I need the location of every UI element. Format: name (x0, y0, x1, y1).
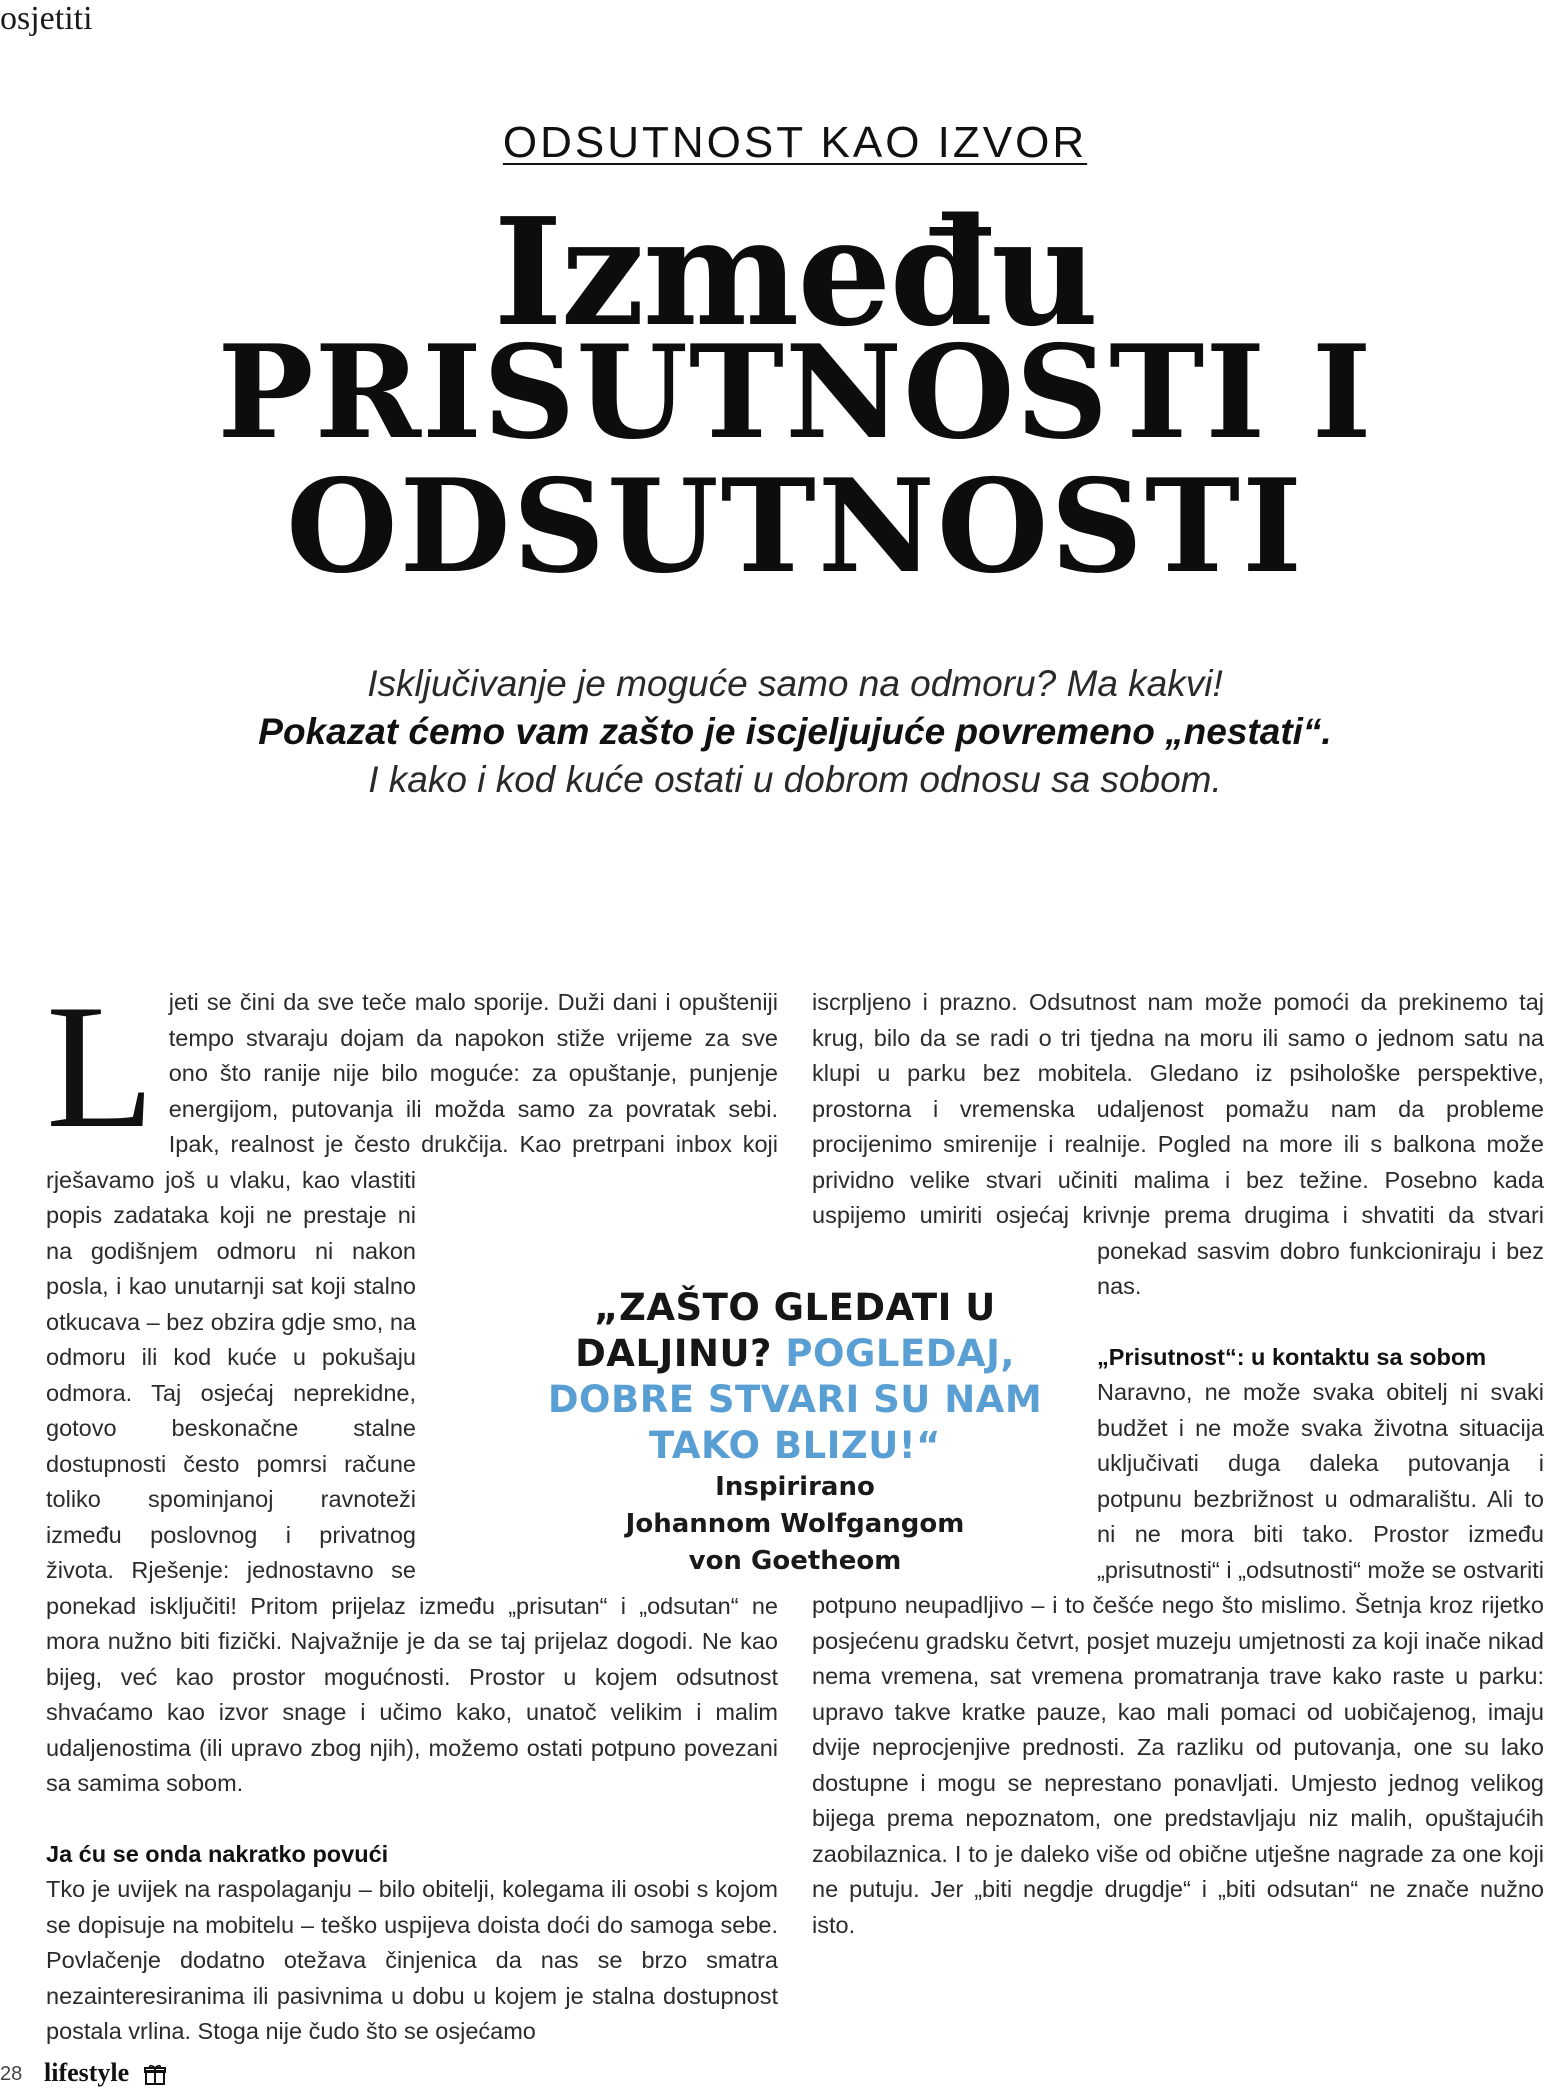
deck-line-3: I kako i kod kuće ostati u dobrom odnosu sa sobom. (368, 759, 1222, 800)
headline-line-3: ODSUTNOSTI (286, 452, 1304, 602)
body-paragraph-4: Naravno, ne može svaka obitelj ni svaki budžet i ne može svaka životna situacija uključivati duga daleka putovanja i potpunu bezbrižnost u odmaralištu. Ali to ni ne mora biti tako. Prostor između „prisutnosti“ i „odsutnosti“ može se ostvariti potpuno neupadljivo – i to češće nego što mislimo. Šetnja kroz rijetko posjećenu gradsku četvrt, posjet muzeju umjetnosti za koji inače nikad nema vremena, sat vremena promatranja trave kako raste u parku: upravo takve kratke pauze, kao mali pomaci od uobičajenog, imaju dvije neprocjenjive prednosti. Za razliku od putovanja, one su lako dostupne i mogu se neprestano ponavljati. Umjesto jednog velikog bijega prema nepoznatom, one predstavljaju niz malih, opuštajućih zaobilaznica. I to je daleko više od obične utješne nagrade za one koji ne putuju. Jer „biti negdje drugdje“ i „biti odsutan“ ne znače nužno isto. (812, 1379, 1544, 1938)
body-paragraph-1: jeti se čini da sve teče malo sporije. Duži dani i opušteniji tempo stvaraju dojam da napokon stiže vrijeme za sve ono što ranije nije bilo moguće: za opuštanje, punjenje energijom, putovanja ili možda samo za povratak sebi. Ipak, realnost je često drukčija. Kao pretrpani inbox koji rješavamo još u vlaku, kao vlastiti popis zadataka koji ne prestaje ni na godišnjem odmoru ni nakon posla, i kao unutarnji sat koji stalno otkucava – bez obzira gdje smo, na odmoru ili kod kuće u pokušaju odmora. Taj osjećaj neprekidne, gotovo beskonačne stalne dostupnosti često pomrsi račune toliko spominjanoj ravnoteži između poslovnog i privatnog života. Rješenje: jednostavno se ponekad isključiti! Pritom prijelaz između „prisutan“ i „odsutan“ ne mora nužno biti fizički. Najvažnije je da se taj prijelaz dogodi. Ne kao bijeg, već kao prostor mogućnosti. Prostor u kojem odsutnost shvaćamo kao izvor snage i učimo kako, unatoč velikim i malim udaljenostima (ili upravo zbog njih), možemo ostati potpuno povezani sa samima sobom. (46, 989, 778, 1796)
article-deck (0, 660, 1550, 804)
pull-quote-text-dark: „ZAŠTO GLEDATI U DALJINU? (575, 1286, 996, 1375)
pull-quote-attribution-3: von Goetheom (688, 1546, 902, 1576)
deck-line-2: Pokazat ćemo vam zašto je iscjeljujuće povremeno „nestati“. (258, 711, 1332, 752)
brand-logo: lifestyle (44, 2058, 130, 2087)
section-label: osjetiti (0, 0, 93, 37)
article-kicker: ODSUTNOST KAO IZVOR (502, 118, 1088, 167)
subheading-1: Ja ću se onda nakratko povući (46, 1840, 389, 1867)
pull-quote-attribution-2: Johannom Wolfgangom (625, 1509, 965, 1539)
deck-line-1: Isključivanje je moguće samo na odmoru? Ma kakvi! (367, 663, 1223, 704)
pull-quote-text-accent: POGLEDAJ, DOBRE STVARI SU NAM TAKO BLIZU!“ (547, 1332, 1043, 1467)
pull-quote (520, 1285, 1070, 1580)
drop-cap: L (46, 967, 155, 1165)
headline-line-1: Između (493, 185, 1097, 359)
subheading-2: „Prisutnost“: u kontaktu sa sobom (1097, 1343, 1487, 1370)
body-paragraph-2: Tko je uvijek na raspolaganju – bilo obitelji, kolegama ili osobi s kojom se dopisuje na mobitelu – teško uspijeva doista doći do samoga sebe. Povlačenje dodatno otežava činjenica da nas se brzo smatra nezainteresiranima ili pasivnima u dobu u kojem je stalna dostupnost postala vrlina. Stoga nije čudo što se osjećamo (46, 1876, 778, 2044)
body-paragraph-3: iscrpljeno i prazno. Odsutnost nam može pomoći da prekinemo taj krug, bilo da se radi o tri tjedna na moru ili samo o jednom satu na klupi u parku bez mobitela. Gledano iz psihološke perspektive, prostorna i vremenska udaljenost pomažu nam da probleme procijenimo smirenije i realnije. Pogled na more ili s balkona može prividno velike stvari učiniti malima i bez težine. Posebno kada uspijemo umiriti osjećaj krivnje prema drugima i shvatiti da stvari ponekad sasvim dobro funkcioniraju i bez nas. (812, 989, 1544, 1299)
headline-line-2: PRISUTNOSTI I (217, 318, 1373, 468)
gift-box-icon (144, 2064, 166, 2086)
page-number: 28 (0, 2063, 23, 2085)
pull-quote-attribution-1: Inspirirano (715, 1472, 875, 1502)
